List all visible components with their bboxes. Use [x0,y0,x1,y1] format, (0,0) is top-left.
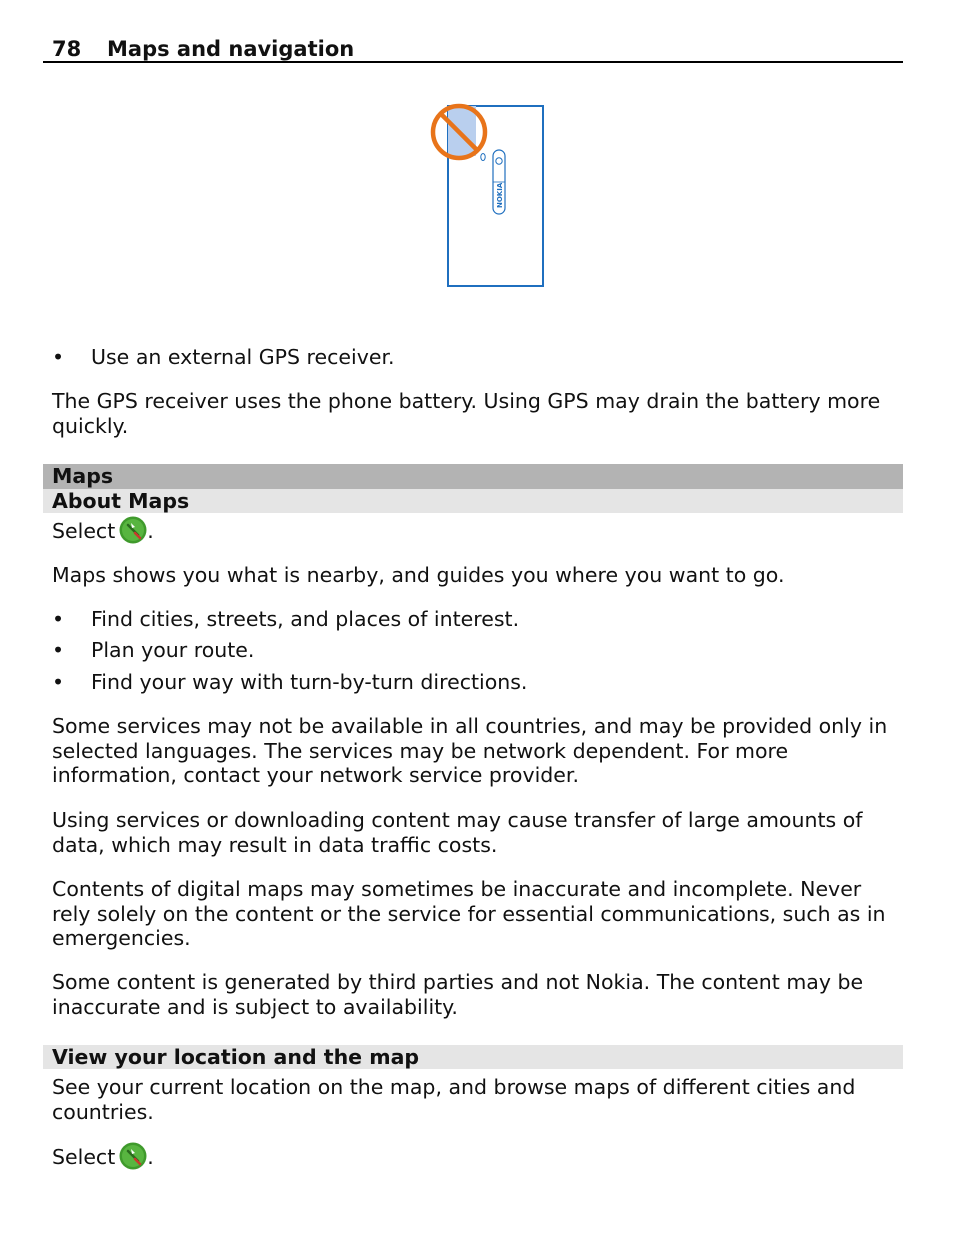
maps-app-icon [119,1142,147,1170]
maps-app-icon [119,516,147,544]
section-title: Maps and navigation [107,37,355,61]
gps-battery-note: The GPS receiver uses the phone battery. Using GPS may drain the battery more quickly. [52,389,881,438]
select-maps-instruction-2: Select . [52,1144,154,1170]
third-party-content-paragraph: Some content is generated by third parties and not Nokia. The content may be inaccurate and is subject to availability. [52,970,864,1019]
phone-antenna-illustration [426,100,556,299]
page-number: 78 [52,37,82,61]
phone-back-icon [426,100,556,295]
data-costs-paragraph: Using services or downloading content may cause transfer of large amounts of data, which may result in data traffic costs. [52,808,863,857]
view-location-text: See your current location on the map, and browse maps of different cities and countries. [52,1075,856,1124]
map-accuracy-paragraph: Contents of digital maps may sometimes be inaccurate and incomplete. Never rely solely on the content or the service for essential communications, such as in emergencies. [52,877,886,950]
maps-heading: Maps [43,464,903,489]
view-location-heading: View your location and the map [43,1045,903,1069]
services-availability-paragraph: Some services may not be available in all countries, and may be provided only in selected languages. The services may be network dependent. For more information, contact your network service provider. [52,714,888,787]
about-maps-heading: About Maps [43,489,903,513]
page-header [43,37,903,63]
brand-text: NOKIA [496,182,504,208]
maps-intro: Maps shows you what is nearby, and guides you where you want to go. [52,563,785,587]
select-maps-instruction: Select . [52,518,154,544]
